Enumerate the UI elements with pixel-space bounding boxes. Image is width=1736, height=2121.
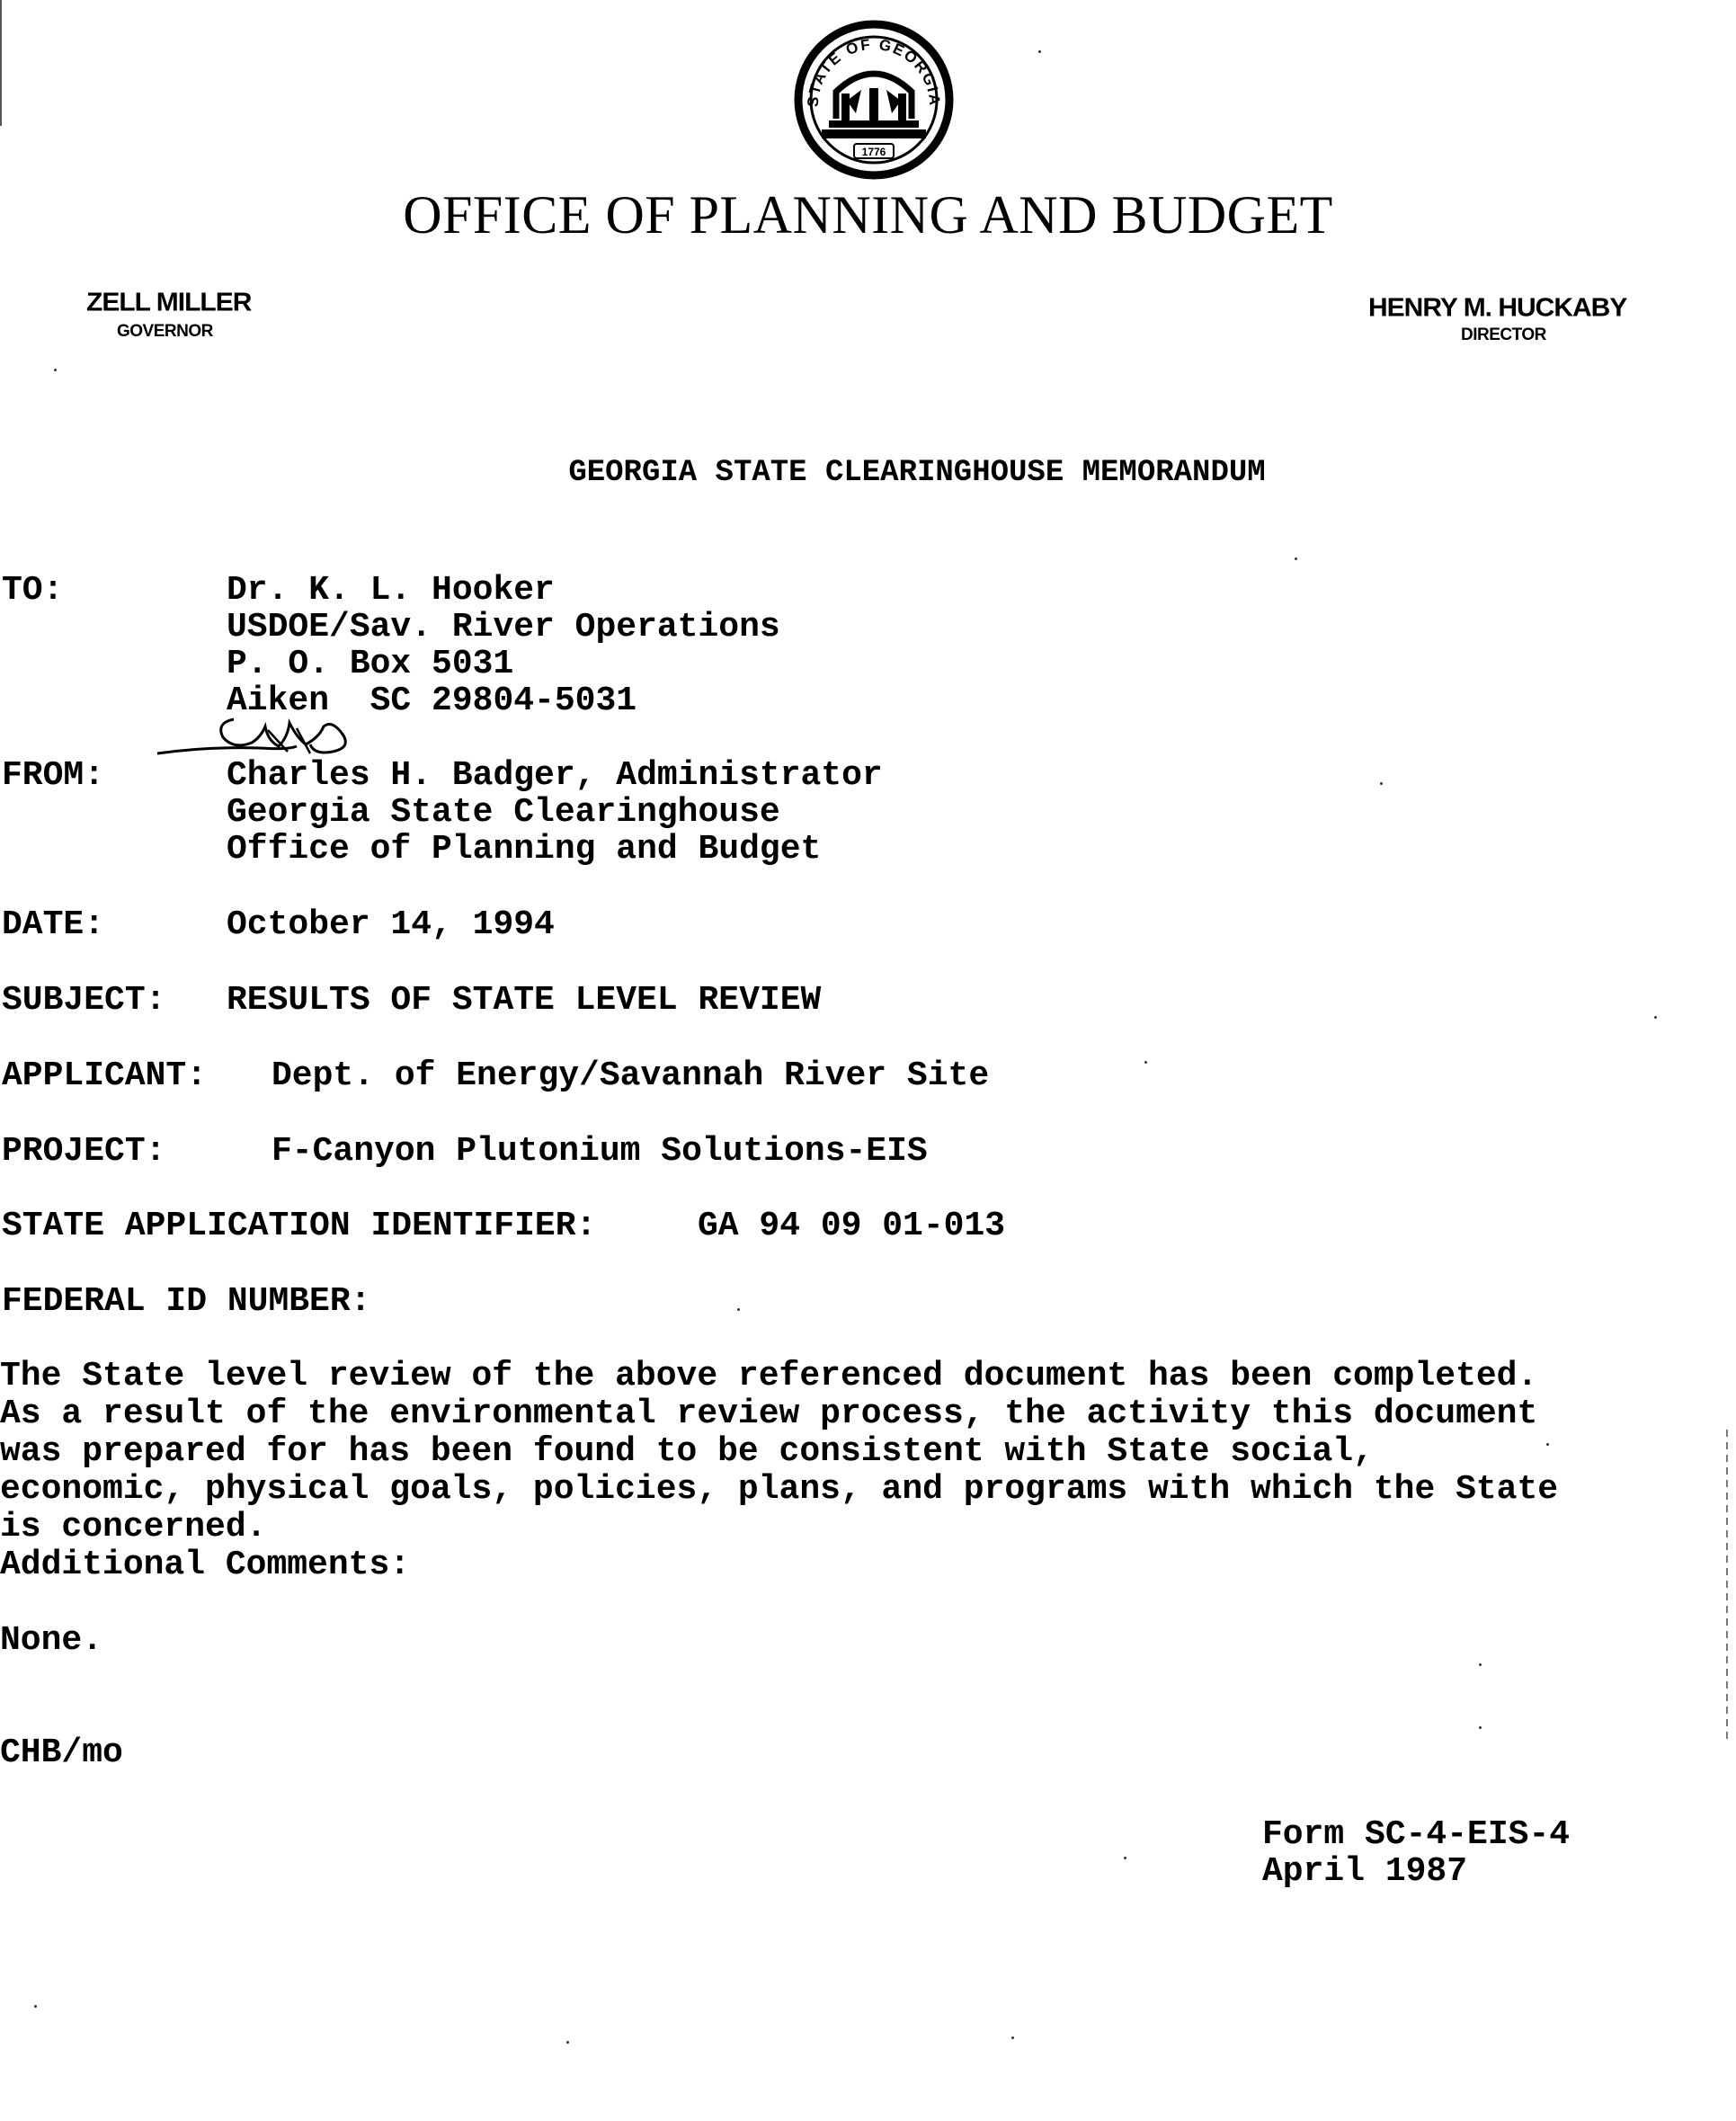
- from-label: FROM:: [2, 756, 105, 795]
- subject-value: RESULTS OF STATE LEVEL REVIEW: [227, 981, 822, 1020]
- paragraph-line: The State level review of the above referenced document has been completed.: [0, 1357, 1538, 1395]
- additional-comments-value: None.: [0, 1621, 103, 1660]
- to-line: Dr. K. L. Hooker: [227, 571, 555, 610]
- svg-text:1776: 1776: [861, 146, 886, 158]
- agency-title: OFFICE OF PLANNING AND BUDGET: [403, 185, 1333, 245]
- applicant-label: APPLICANT:: [2, 1056, 208, 1095]
- form-number: Form SC-4-EIS-4: [1262, 1815, 1571, 1854]
- state-id-value: GA 94 09 01-013: [698, 1207, 1006, 1245]
- director-title: DIRECTOR: [1461, 325, 1546, 344]
- form-date: April 1987: [1262, 1852, 1468, 1891]
- from-line: Office of Planning and Budget: [227, 830, 822, 869]
- state-id-label: STATE APPLICATION IDENTIFIER:: [2, 1207, 597, 1245]
- federal-id-label: FEDERAL ID NUMBER:: [2, 1282, 371, 1321]
- paragraph-line: economic, physical goals, policies, plans, and programs with which the State: [0, 1470, 1559, 1509]
- scan-edge-line: [0, 0, 2, 126]
- svg-text:STATE OF GEORGIA: STATE OF GEORGIA: [804, 35, 944, 108]
- paragraph-line: is concerned.: [0, 1508, 267, 1546]
- subject-label: SUBJECT:: [2, 981, 166, 1020]
- to-line: Aiken SC 29804-5031: [227, 682, 637, 720]
- director-name: HENRY M. HUCKABY: [1368, 293, 1627, 323]
- paragraph-line: was prepared for has been found to be consistent with State social,: [0, 1432, 1374, 1471]
- project-label: PROJECT:: [2, 1132, 166, 1171]
- date-label: DATE:: [2, 905, 105, 944]
- date-value: October 14, 1994: [227, 905, 555, 944]
- from-line: Charles H. Badger, Administrator: [227, 756, 883, 795]
- governor-name: ZELL MILLER: [86, 288, 252, 317]
- typist-initials: CHB/mo: [0, 1733, 123, 1772]
- applicant-value: Dept. of Energy/Savannah River Site: [272, 1056, 990, 1095]
- paragraph-line: As a result of the environmental review process, the activity this document: [0, 1395, 1538, 1433]
- from-line: Georgia State Clearinghouse: [227, 793, 780, 832]
- project-value: F-Canyon Plutonium Solutions-EIS: [272, 1132, 928, 1171]
- governor-title: GOVERNOR: [117, 322, 213, 341]
- to-line: P. O. Box 5031: [227, 645, 514, 683]
- additional-comments-label: Additional Comments:: [0, 1546, 411, 1584]
- review-paragraph: [0, 1358, 1736, 1546]
- georgia-state-seal-icon: [784, 20, 964, 180]
- memo-title: GEORGIA STATE CLEARINGHOUSE MEMORANDUM: [568, 456, 1266, 490]
- to-line: USDOE/Sav. River Operations: [227, 608, 780, 646]
- to-label: TO:: [2, 571, 64, 610]
